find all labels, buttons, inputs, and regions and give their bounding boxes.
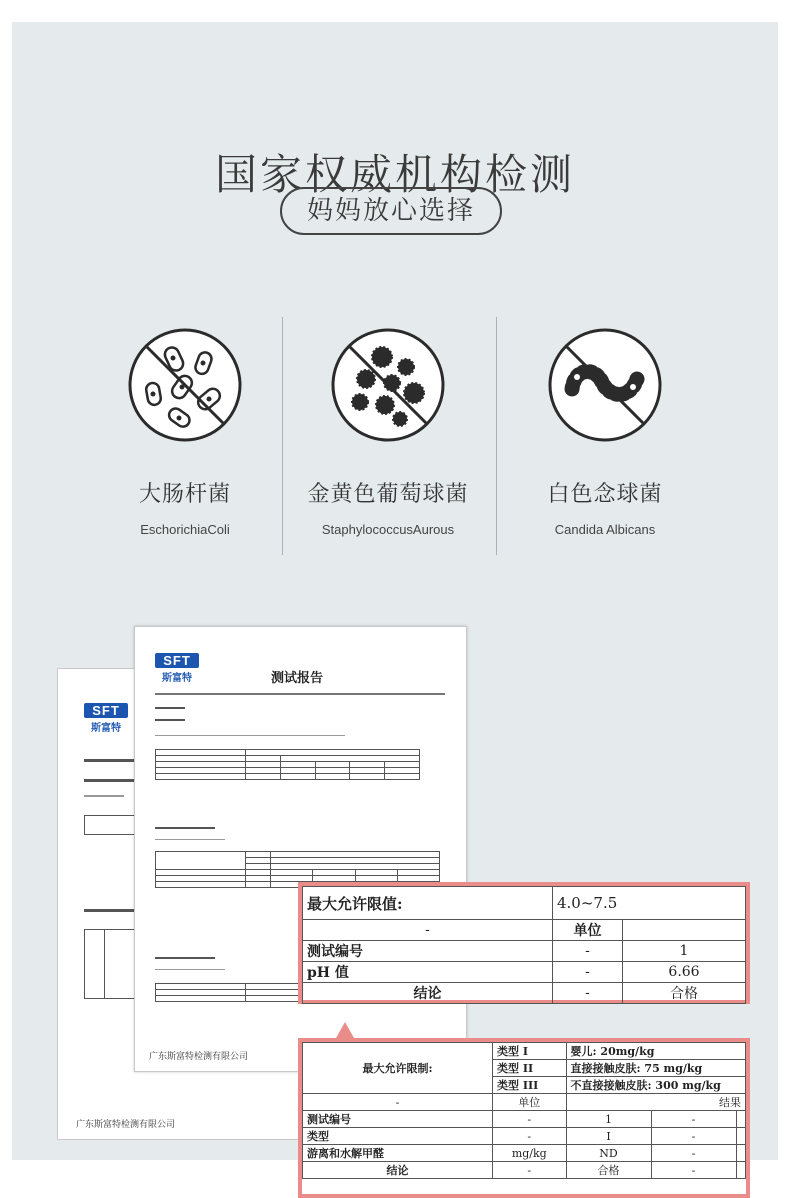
company-name: 广东斯富特检测有限公司 [76,1120,176,1130]
zoom-pointer [336,1022,354,1038]
sft-logo: SFT 斯富特 [84,703,128,734]
staphylococcus-crossed-icon [330,327,446,443]
bacteria-name-en: Candida Albicans [554,522,656,537]
candida-crossed-icon [547,327,663,443]
page-title: 国家权威机构检测 [214,150,575,199]
max-limit-value: 4.0~7.5 [553,887,746,920]
content-panel [12,22,778,1177]
bacteria-name-cn: 大肠杆菌 [138,482,231,507]
report-title: 测试报告 [271,671,324,686]
bacteria-card-ecoli [75,327,295,537]
max-limit-label: 最大允许限值: [303,887,553,920]
company-name: 广东斯富特检测有限公司 [149,1052,249,1062]
conclusion-value: 合格 [566,1162,651,1179]
bacteria-name-en: EschorichiaColi [140,522,230,537]
bacteria-card-staphylococcus [278,327,498,537]
zoom-formaldehyde-table: 最大允许限制: 类型 I 婴儿: 20mg/kg 类型 II 直接接触皮肤: 75 mg/kg 类型 III 不直接接触皮肤: 300 mg/kg - 单位 结果 测试编号 - 1 - 类型 - I - 游离和水解甲醛 mg/kg ND - 结论 - 合格 - [298,1038,750,1198]
conclusion-label: 结论 [303,1162,493,1179]
bacteria-name-cn: 金黄色葡萄球菌 [307,482,469,507]
sft-logo: SFT 斯富特 [155,653,199,684]
unit-header: 单位 [493,1094,567,1111]
zoom-ph-table: 最大允许限值: 4.0~7.5 - 单位 测试编号 - 1 pH 值 - 6.66 结论 - 合格 [298,882,750,1004]
bacteria-name-en: StaphylococcusAurous [321,522,455,537]
report-document [134,626,467,1072]
ecoli-bacteria-crossed-icon [127,327,243,443]
bacteria-name-cn: 白色念球菌 [547,482,663,507]
subtitle-pill: 妈妈放心选择 [280,187,502,235]
bacteria-card-candida [495,327,715,537]
result-header: 结果 [566,1094,745,1111]
unit-header: 单位 [553,920,623,941]
conclusion-value: 合格 [623,983,746,1004]
conclusion-label: 结论 [303,983,553,1004]
max-limit-label: 最大允许限制: [303,1043,493,1094]
